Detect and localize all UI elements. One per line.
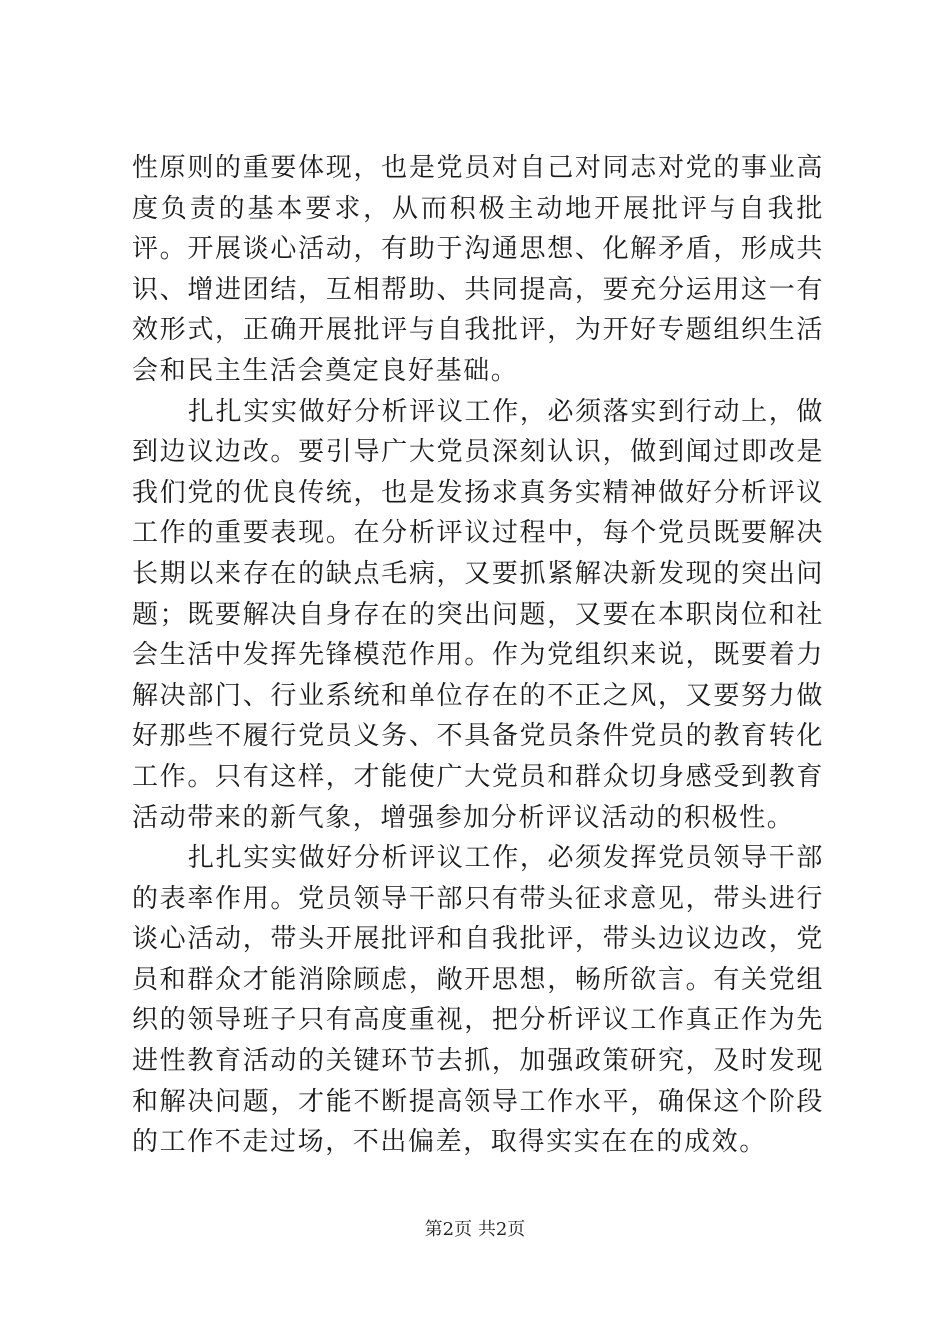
page-number-footer: 第2页 共2页 bbox=[424, 1219, 526, 1240]
paragraph-3: 扎扎实实做好分析评议工作，必须发挥党员领导干部的表率作用。党员领导干部只有带头征求意见，带头进行谈心活动，带头开展批评和自我批评，带头边议边改，党员和群众才能消除顾虑，敞开思想，畅所欲言。有关党组织的领导班子只有高度重视，把分析评议工作真正作为先进性教育活动的关键环节去抓，加强政策研究，及时发现和解决问题，才能不断提高领导工作水平，确保这个阶段的工作不走过场，不出偏差，取得实实在在的成效。 bbox=[132, 843, 824, 1158]
paragraph-2: 扎扎实实做好分析评议工作，必须落实到行动上，做到边议边改。要引导广大党员深刻认识，做到闻过即改是我们党的优良传统，也是发扬求真务实精神做好分析评议工作的重要表现。在分析评议过程中，每个党员既要解决长期以来存在的缺点毛病，又要抓紧解决新发现的突出问题；既要解决自身存在的突出问题，又要在本职岗位和社会生活中发挥先锋模范作用。作为党组织来说，既要着力解决部门、行业系统和单位存在的不正之风，又要努力做好那些不履行党员义务、不具备党员条件党员的教育转化工作。只有这样，才能使广大党员和群众切身感受到教育活动带来的新气象，增强参加分析评议活动的积极性。 bbox=[132, 396, 824, 833]
document-body bbox=[132, 148, 824, 1163]
paragraph-1: 性原则的重要体现，也是党员对自己对同志对党的事业高度负责的基本要求，从而积极主动地开展批评与自我批评。开展谈心活动，有助于沟通思想、化解矛盾，形成共识、增进团结，互相帮助、共同提高，要充分运用这一有效形式，正确开展批评与自我批评，为开好专题组织生活会和民主生活会奠定良好基础。 bbox=[132, 153, 824, 386]
